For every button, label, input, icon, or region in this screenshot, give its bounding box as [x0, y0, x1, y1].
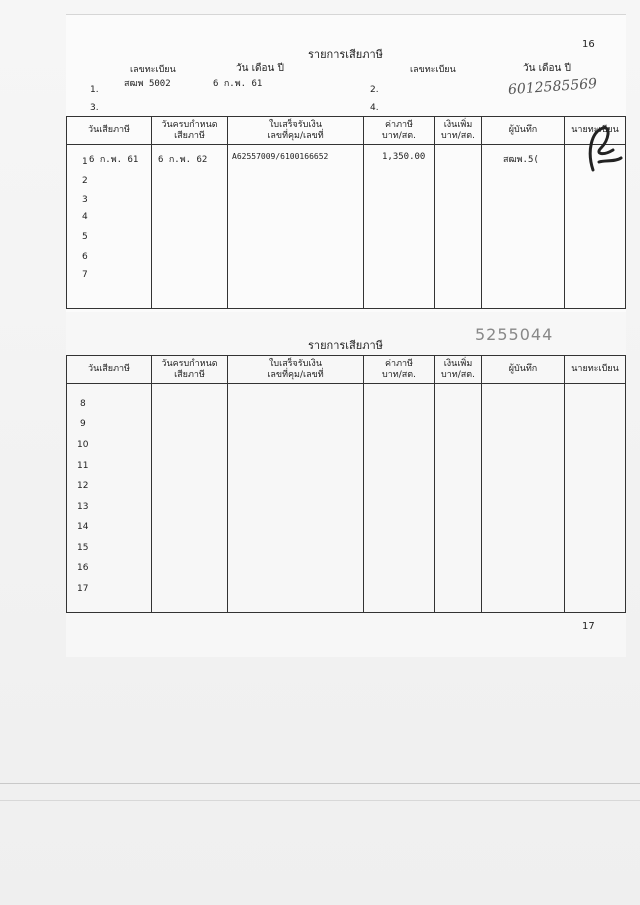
row-number: 10	[77, 440, 89, 450]
column-tax	[364, 145, 435, 309]
column-due-date	[152, 384, 228, 613]
page-number-17: 17	[582, 621, 595, 632]
reg-label-right: เลขทะเบียน	[410, 65, 456, 75]
row1-due-date: 6 ก.พ. 62	[158, 155, 208, 165]
row-number: 2	[82, 176, 88, 186]
entry-no: 1.	[90, 85, 99, 95]
row-number: 9	[80, 419, 86, 429]
row1-tax: 1,350.00	[382, 152, 426, 162]
header-pay-date: วันเสียภาษี	[67, 356, 152, 384]
section-title: รายการเสียภาษี	[308, 48, 383, 61]
tax-table-bottom	[66, 355, 626, 613]
column-recorder	[482, 145, 565, 309]
header-tax: ค่าภาษี บาท/สต.	[364, 117, 435, 145]
column-receipt	[228, 145, 364, 309]
handwritten-number: 6012585569	[507, 75, 598, 99]
row1-recorder: สฒพ.5(	[503, 155, 539, 165]
entry-reg: สฒพ 5002	[124, 79, 171, 89]
scan-edge-line	[0, 783, 640, 784]
section-title-bottom: รายการเสียภาษี	[308, 339, 383, 352]
header-due-date: วันครบกำหนด เสียภาษี	[152, 356, 228, 384]
row-number: 16	[77, 563, 89, 573]
entry-no: 3.	[90, 103, 99, 113]
header-receipt: ใบเสร็จรับเงิน เลขที่คุม/เลขที่	[228, 356, 364, 384]
signature-mark	[573, 122, 625, 180]
row-number: 6	[82, 252, 88, 262]
entry-date: 6 ก.พ. 61	[213, 79, 263, 89]
row-number: 13	[77, 502, 89, 512]
row-number: 7	[82, 270, 88, 280]
column-receipt	[228, 384, 364, 613]
row-number: 4	[82, 212, 88, 222]
header-tax: ค่าภาษี บาท/สต.	[364, 356, 435, 384]
header-surcharge: เงินเพิ่ม บาท/สต.	[435, 356, 482, 384]
reg-label-left: เลขทะเบียน	[130, 65, 176, 75]
row-number: 15	[77, 543, 89, 553]
column-surcharge	[435, 145, 482, 309]
header-registrar: นายทะเบียน	[565, 117, 626, 145]
header-due-date: วันครบกำหนด เสียภาษี	[152, 117, 228, 145]
date-label-right: วัน เดือน ปี	[523, 63, 571, 74]
column-tax	[364, 384, 435, 613]
row1-pay-date: 6 ก.พ. 61	[89, 155, 139, 165]
row-number: 8	[80, 399, 86, 409]
header-surcharge: เงินเพิ่ม บาท/สต.	[435, 117, 482, 145]
page-number-16: 16	[582, 39, 595, 50]
entry-no: 2.	[370, 85, 379, 95]
column-pay-date	[67, 384, 152, 613]
scan-edge-line	[0, 800, 640, 801]
row-number: 17	[77, 584, 89, 594]
stamp-number: 5255044	[475, 325, 554, 344]
header-recorder: ผู้บันทึก	[482, 117, 565, 145]
row1-receipt: A62557009/6100166652	[232, 152, 329, 161]
row-number: 5	[82, 232, 88, 242]
date-label-left: วัน เดือน ปี	[236, 63, 284, 74]
row-number: 14	[77, 522, 89, 532]
column-pay-date	[67, 145, 152, 309]
tax-table-top	[66, 116, 626, 309]
row-number: 11	[77, 461, 89, 471]
header-registrar: นายทะเบียน	[565, 356, 626, 384]
row-number: 1	[82, 157, 88, 167]
column-due-date	[152, 145, 228, 309]
entry-no: 4.	[370, 103, 379, 113]
header-pay-date: วันเสียภาษี	[67, 117, 152, 145]
column-registrar	[565, 384, 626, 613]
column-surcharge	[435, 384, 482, 613]
row-number: 12	[77, 481, 89, 491]
row-number: 3	[82, 195, 88, 205]
header-recorder: ผู้บันทึก	[482, 356, 565, 384]
column-recorder	[482, 384, 565, 613]
header-receipt: ใบเสร็จรับเงิน เลขที่คุม/เลขที่	[228, 117, 364, 145]
